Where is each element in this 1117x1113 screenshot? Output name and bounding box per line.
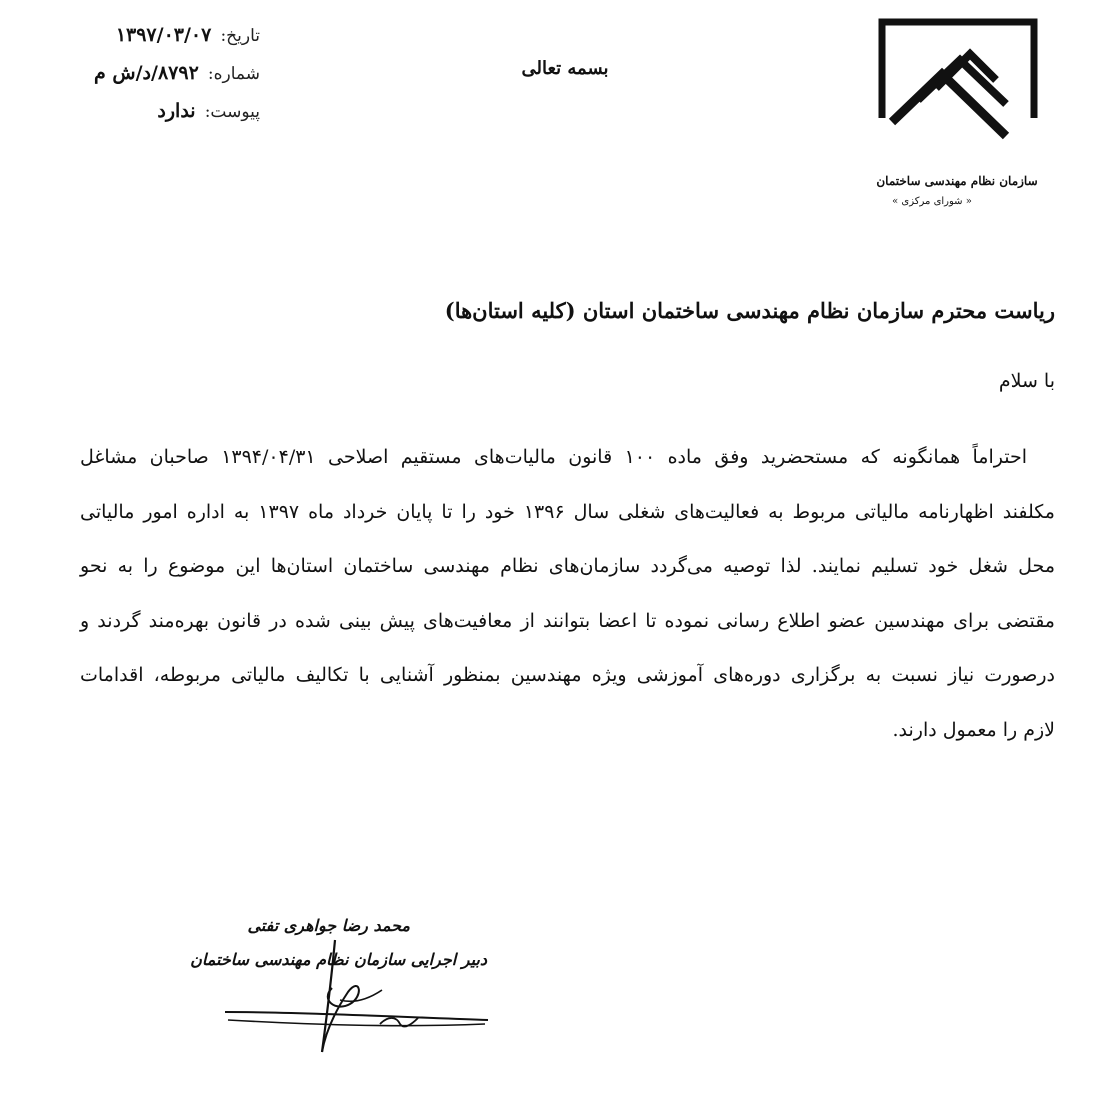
- attachment-value: ندارد: [157, 100, 196, 122]
- number-value: ۸۷۹۲/د/ش م: [94, 62, 199, 84]
- body-line: محل شغل خود تسلیم نمایند. لذا توصیه می‌گردد سازمان‌های نظام مهندسی ساختمان استان‌ها این موضوع را به نحو: [80, 555, 1055, 577]
- signatory-title: دبیر اجرایی سازمان نظام مهندسی ساختمان: [190, 950, 487, 969]
- signatory-name: محمد رضا جواهری تفتی: [247, 916, 410, 935]
- date-value: ۱۳۹۷/۰۳/۰۷: [115, 24, 212, 46]
- logo-organization-name: سازمان نظام مهندسی ساختمان: [876, 174, 1038, 188]
- body-line: مکلفند اظهارنامه مالیاتی مربوط به فعالیت‌های شغلی سال ۱۳۹۶ خود را تا پایان خرداد ماه ۱۳۹۷ به اداره امور مالیاتی: [80, 500, 1055, 523]
- attachment-row: [80, 96, 260, 134]
- letter-body: [80, 437, 1055, 764]
- signature-block: [150, 912, 495, 1062]
- date-row: [80, 20, 260, 58]
- letter-meta: [80, 20, 260, 134]
- body-line: مقتضی برای مهندسین عضو اطلاع رسانی نموده تا اعضا بتوانند از معافیت‌های پیش بینی شده در قانون بهره‌مند گردند و: [80, 609, 1055, 632]
- greeting: با سلام: [998, 370, 1055, 392]
- logo-council-name: « شورای مرکزی »: [892, 196, 972, 207]
- invocation: بسمه تعالی: [521, 58, 609, 79]
- recipient-line: ریاست محترم سازمان نظام مهندسی ساختمان استان (کلیه استان‌ها): [444, 298, 1055, 323]
- attachment-label: پیوست:: [204, 102, 260, 122]
- body-line: احتراماً همانگونه که مستحضرید وفق ماده ۱۰۰ قانون مالیات‌های مستقیم اصلاحی ۱۳۹۴/۰۴/۳۱ صاحبان مشاغل: [80, 446, 1027, 468]
- body-line: درصورت نیاز نسبت به برگزاری دوره‌های آموزشی ویژه مهندسین بمنظور آشنایی با تکالیف مالیاتی مربوطه، اقدامات: [80, 664, 1055, 686]
- building-emblem-icon: [878, 18, 1038, 168]
- number-row: [80, 58, 260, 96]
- organization-logo: [872, 18, 1042, 207]
- number-label: شماره:: [207, 64, 260, 84]
- body-line: لازم را معمول دارند.: [892, 718, 1055, 741]
- date-label: تاریخ:: [220, 26, 260, 46]
